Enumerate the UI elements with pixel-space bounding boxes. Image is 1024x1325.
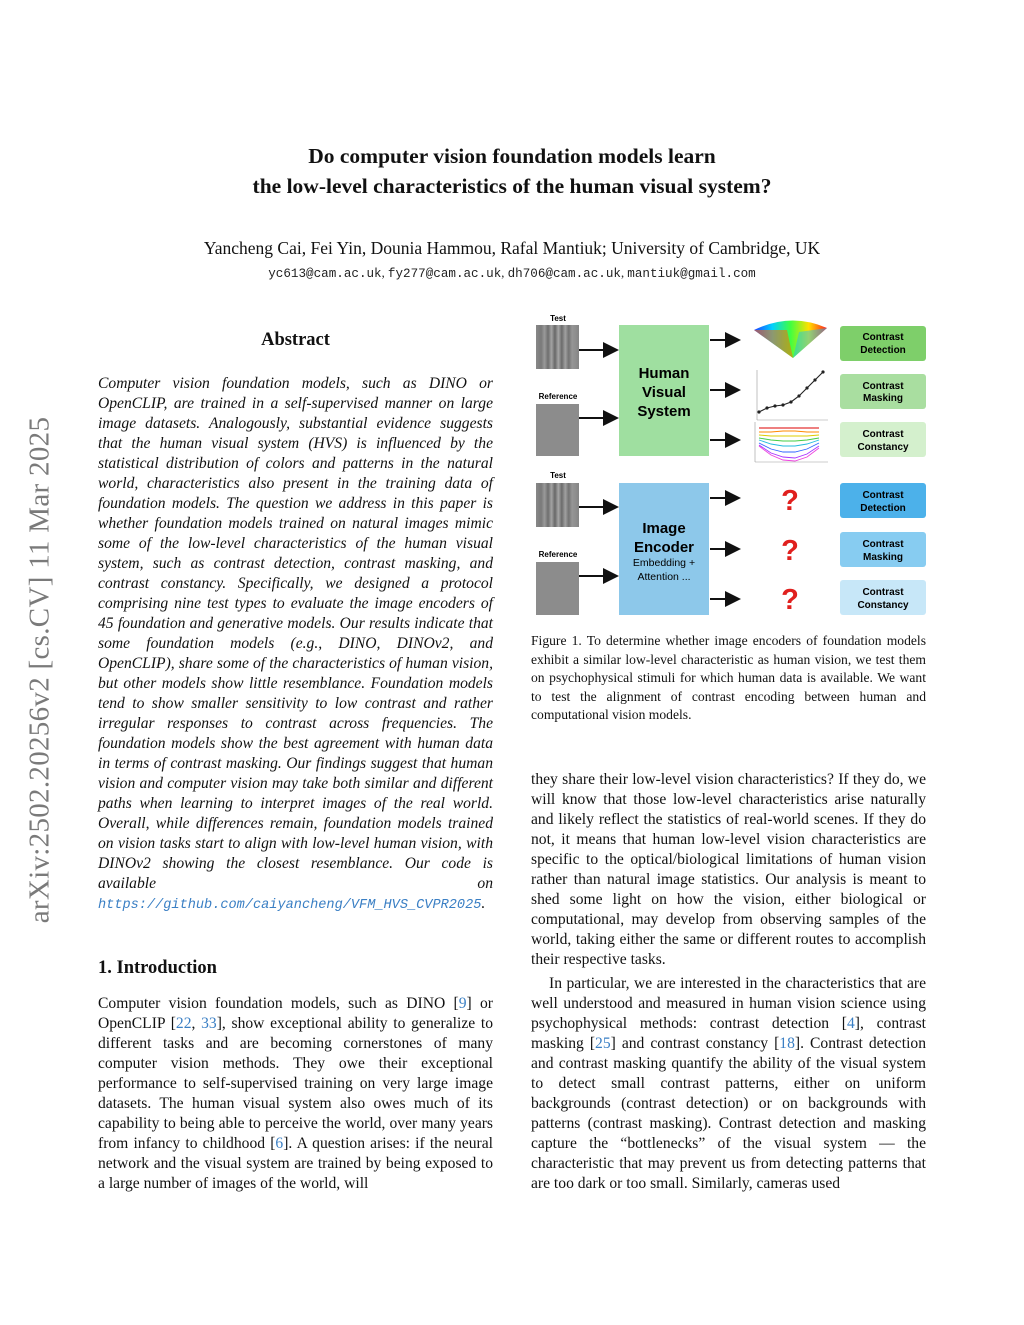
code-link[interactable]: https://github.com/caiyancheng/VFM_HVS_CVPR2025: [98, 898, 482, 913]
section-heading-introduction: 1. Introduction: [98, 958, 217, 978]
output-label: Contrast: [862, 332, 904, 343]
reference-stimulus: [536, 404, 579, 456]
output-label: Contrast: [862, 381, 904, 392]
question-mark-icon: ?: [781, 485, 799, 517]
output-label: Contrast: [862, 587, 904, 598]
hvs-label-3: System: [637, 403, 691, 420]
output-label: Masking: [862, 393, 904, 404]
intro-text: ] and contrast constancy [: [610, 1035, 780, 1052]
encoder-label-4: Attention ...: [637, 571, 691, 583]
intro-text: ,: [191, 1015, 202, 1032]
output-label: Contrast: [862, 429, 904, 440]
output-label: Detection: [860, 503, 906, 514]
test-stimulus-grating: [536, 483, 579, 527]
contrast-detection-surface-plot: [754, 320, 827, 358]
intro-text: In particular, we are interested in the characteristics that are well understood and measured in human vision science using psychophysical methods: contrast detection [: [531, 975, 926, 1032]
reference-label: Reference: [538, 392, 578, 401]
encoder-label-3: Embedding +: [632, 557, 696, 569]
arxiv-id: arXiv:2502.20256v2 [cs.CV] 11 Mar 2025: [23, 416, 56, 924]
email-3[interactable]: dh706@cam.ac.uk: [507, 267, 621, 281]
intro-text: ], show exceptional ability to generalize to different tasks and are becoming cornerstones of many computer vision methods. They owe their exceptional performance to self-supervised training on very large image datasets. The human visual system also owes much of its capability to being able to perceive the world, over many years from infancy to childhood [: [98, 1015, 494, 1152]
citation-link[interactable]: 22: [175, 1015, 192, 1032]
reference-stimulus: [536, 562, 579, 615]
email-list: [0, 266, 1024, 281]
output-label: Constancy: [857, 600, 909, 611]
figure-1-caption: Figure 1. To determine whether image encoders of foundation models exhibit a similar low-level characteristic as human vision, we test them on psychophysical stimuli for which human data is available. We want to test the alignment of contrast encoding between human and computational vision models.: [531, 633, 926, 722]
contrast-constancy-line-plot: [755, 422, 828, 462]
intro-paragraph-1-continued: they share their low-level vision characteristics? If they do, we will know that those low-level characteristics arise naturally and likely reflect the statistics of real-world scenes. If they do not, it means that human low-level vision characteristics are specific to the optical/biological limitations of human vision rather than natural image statistics. Our analysis is meant to shed some light on how the vision, either biological or computational, may develop from observing samples of the world, taking either the same or different routes to accomplish their respective tasks.: [531, 771, 926, 968]
output-label: Masking: [862, 552, 904, 563]
abstract-body: [98, 374, 493, 916]
hvs-label-2: Visual: [642, 384, 686, 401]
paper-title: [0, 141, 1024, 201]
intro-right-column: [531, 770, 926, 1194]
output-label: Contrast: [862, 539, 904, 550]
question-mark-icon: ?: [781, 535, 799, 567]
email-2[interactable]: fy277@cam.ac.uk: [387, 267, 502, 281]
contrast-masking-line-plot: [757, 370, 828, 420]
abstract-text: Computer vision foundation models, such as DINO or OpenCLIP, are trained in a self-supervised manner on large image datasets. Analogously, substantial evidence suggests that the human visual system (HVS) is influenced by the statistical distribution of colors and patterns in the natural world, characteristics also present in the training data of foundation models. The question we address in this paper is whether foundation models trained on natural images mimic some of the low-level characteristics of the human visual system, such as contrast detection, contrast masking, and contrast constancy. Specifically, we designed a protocol comprising nine test types to evaluate the image encoders of 45 foundation and generative models. Our results indicate that some foundation models (e.g., DINO, DINOv2, and OpenCLIP), share some of the characteristics of human vision, but other models show little resemblance. Foundation models tend to show smaller sensitivity to low contrast and rather irregular responses to contrast across frequencies. The foundation models show the best agreement with human data in terms of contrast masking. Our findings suggest that human vision and computer vision may take both similar and different paths when learning to interpret images of the real world. Overall, while differences remain, foundation models trained on vision tasks start to align with low-level human vision, with DINOv2 showing the closest resemblance. Our code is available on: [98, 375, 493, 892]
test-stimulus-grating: [536, 325, 579, 369]
hvs-label-1: Human: [638, 365, 690, 382]
title-line-1: Do computer vision foundation models learn: [308, 144, 716, 168]
encoder-label-1: Image: [642, 520, 686, 537]
email-separator: ,: [620, 266, 628, 280]
email-separator: ,: [501, 266, 508, 280]
citation-link[interactable]: 33: [201, 1015, 217, 1032]
intro-paragraph-1: [98, 994, 493, 1194]
email-4[interactable]: mantiuk@gmail.com: [627, 267, 756, 281]
arxiv-sidebar-stamp: [10, 416, 70, 924]
output-label: Detection: [860, 345, 906, 356]
intro-text: ] or OpenCLIP [: [98, 995, 493, 1032]
email-1[interactable]: yc613@cam.ac.uk: [268, 267, 382, 281]
test-label: Test: [550, 471, 566, 480]
abstract-heading: Abstract: [261, 330, 330, 350]
citation-link[interactable]: 25: [595, 1035, 611, 1052]
email-separator: ,: [381, 266, 388, 280]
intro-text: ]. A question arises: if the neural network and the visual system are trained by being exposed to a large number of images of the world, will: [98, 1135, 493, 1192]
title-line-2: the low-level characteristics of the human visual system?: [252, 174, 772, 198]
author-list: Yancheng Cai, Fei Yin, Dounia Hammou, Rafal Mantiuk; University of Cambridge, UK: [203, 238, 821, 258]
output-label: Constancy: [857, 442, 909, 453]
citation-link[interactable]: 18: [779, 1035, 795, 1052]
intro-paragraph-2: [531, 974, 926, 1194]
intro-text: ], contrast masking [: [531, 1015, 926, 1052]
question-mark-icon: ?: [781, 584, 799, 616]
encoder-label-2: Encoder: [633, 539, 695, 556]
citation-link[interactable]: 6: [275, 1135, 284, 1152]
intro-text: ]. Contrast detection and contrast masking quantify the ability of the visual system to detect small contrast patterns, either on uniform backgrounds (contrast detection) or on backgrounds with patterns (contrast masking). Contrast detection and masking capture the “bottlenecks” of the visual system — the characteristic that may prevent us from detecting patterns that are too dark or too small. Similarly, cameras used: [531, 1035, 926, 1192]
test-label: Test: [550, 314, 566, 323]
citation-link[interactable]: 4: [847, 1015, 855, 1032]
figure-1: [531, 312, 931, 618]
reference-label: Reference: [538, 550, 578, 559]
intro-text: Computer vision foundation models, such as DINO [: [98, 995, 459, 1012]
output-label: Contrast: [862, 490, 904, 501]
abstract-end: .: [481, 895, 486, 912]
citation-link[interactable]: 9: [458, 995, 467, 1012]
